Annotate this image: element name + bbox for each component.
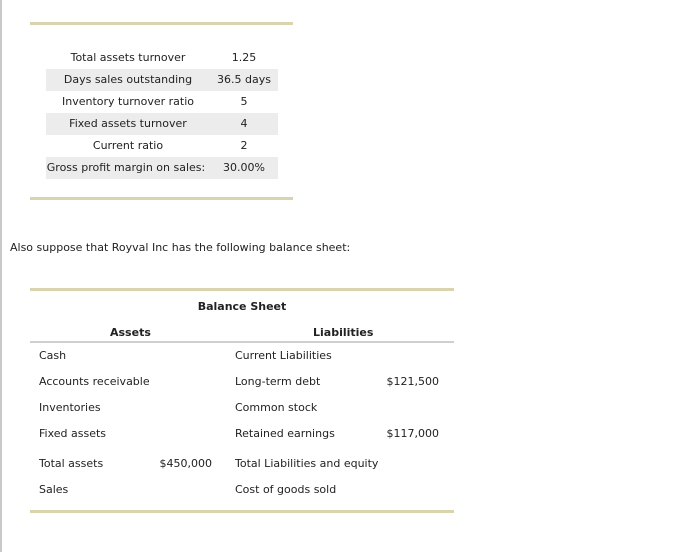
- ratio-label: Inventory turnover ratio: [61, 95, 194, 108]
- liability-value: $117,000: [386, 427, 439, 440]
- ratio-label: Days sales outstanding: [63, 73, 193, 86]
- liability-label: Current Liabilities: [235, 349, 332, 362]
- balance-sheet-top-rule: [30, 288, 454, 291]
- ratio-label: Fixed assets turnover: [69, 117, 187, 130]
- asset-label: Total assets: [39, 457, 104, 470]
- liability-value: $121,500: [386, 375, 439, 388]
- balance-sheet-title: Balance Sheet: [197, 300, 287, 313]
- ratio-value: 5: [240, 95, 248, 108]
- ratio-row: [46, 69, 278, 91]
- balance-sheet-header-rule: [30, 341, 454, 343]
- ratio-table-top-rule: [30, 22, 293, 25]
- ratio-label: Total assets turnover: [70, 51, 186, 64]
- asset-label: Cash: [39, 349, 67, 362]
- intro-text: Also suppose that Royval Inc has the following balance sheet:: [10, 241, 351, 254]
- ratio-label: Current ratio: [92, 139, 164, 152]
- asset-label: Inventories: [39, 401, 101, 414]
- asset-label: Fixed assets: [39, 427, 107, 440]
- asset-label: Sales: [39, 483, 69, 496]
- assets-header: Assets: [110, 326, 151, 339]
- ratio-label: Gross profit margin on sales:: [46, 161, 206, 174]
- liabilities-header: Liabilities: [313, 326, 374, 339]
- liability-label: Common stock: [235, 401, 318, 414]
- ratio-value: 1.25: [231, 51, 257, 64]
- asset-label: Accounts receivable: [39, 375, 150, 388]
- asset-value: $450,000: [159, 457, 212, 470]
- ratio-value: 36.5 days: [217, 73, 271, 86]
- ratio-row: [46, 135, 278, 157]
- ratio-row: [46, 113, 278, 135]
- ratio-value: 4: [240, 117, 248, 130]
- liability-label: Long-term debt: [235, 375, 321, 388]
- liability-label: Cost of goods sold: [235, 483, 337, 496]
- ratio-row: [46, 157, 278, 179]
- balance-sheet-bottom-rule: [30, 510, 454, 513]
- ratio-row: [46, 47, 278, 69]
- ratio-table: [46, 47, 278, 179]
- ratio-table-bottom-rule: [30, 197, 293, 200]
- ratio-value: 2: [240, 139, 248, 152]
- liability-label: Retained earnings: [235, 427, 335, 440]
- liability-label: Total Liabilities and equity: [235, 457, 379, 470]
- ratio-value: 30.00%: [223, 161, 265, 174]
- ratio-row: [46, 91, 278, 113]
- page-left-border: [0, 0, 2, 552]
